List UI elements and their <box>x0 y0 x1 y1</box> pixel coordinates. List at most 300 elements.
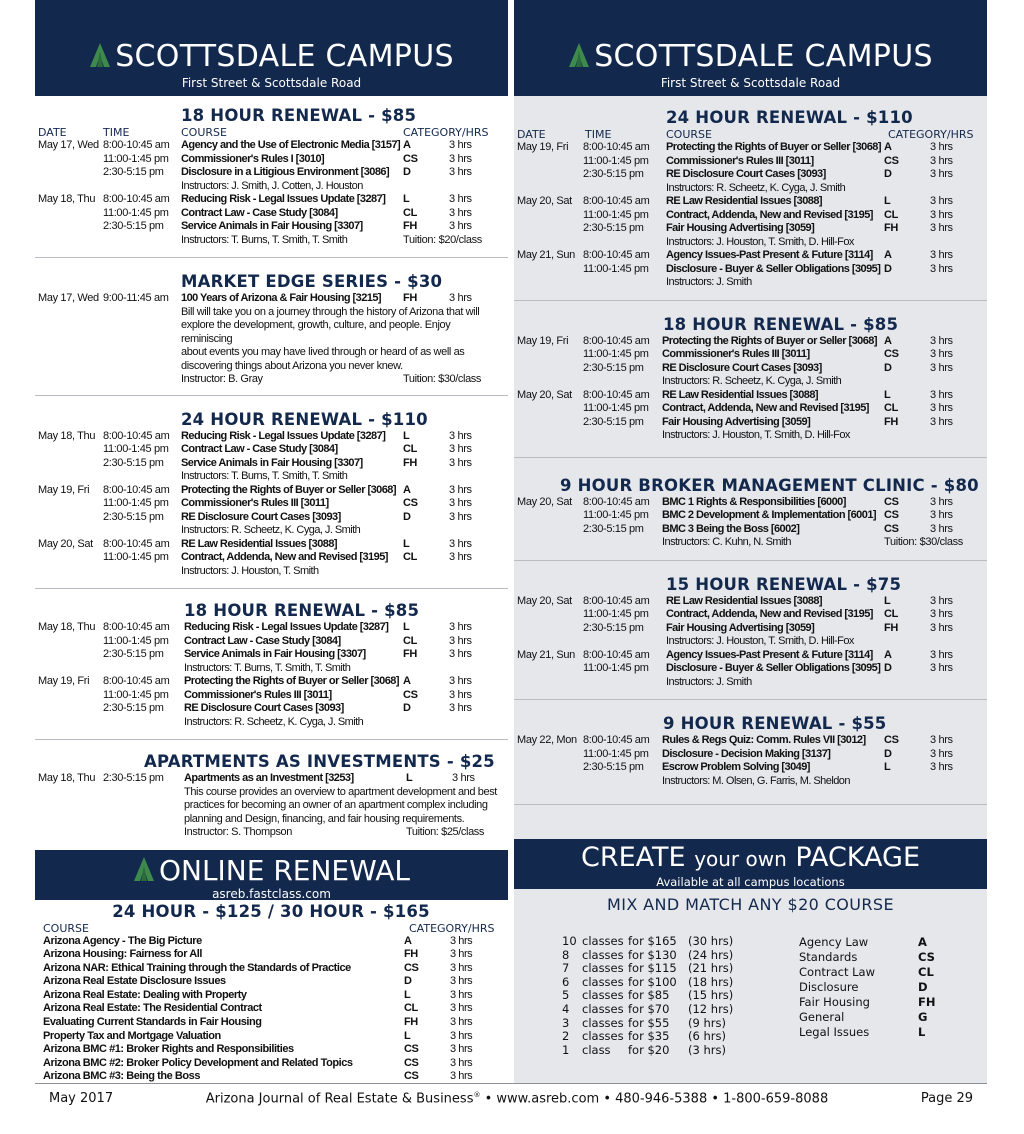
divider <box>514 699 987 700</box>
hours-cell: 3 hrs <box>450 1002 473 1015</box>
date-cell: May 18, Thu <box>38 621 96 633</box>
divider <box>514 804 987 805</box>
package-tables <box>514 935 987 1057</box>
hours-cell: 3 hrs <box>930 594 953 607</box>
date-cell <box>38 443 103 457</box>
hours-cell: 3 hrs <box>450 1043 473 1056</box>
course-cell: Disclosure in a Litigious Environment [3086] <box>181 166 390 178</box>
date-cell <box>517 375 583 389</box>
category-cell: L <box>884 594 891 607</box>
section-title: MARKET EDGE SERIES - $30 <box>181 272 443 291</box>
category-cell: CS <box>404 1043 419 1056</box>
time-cell <box>103 470 181 484</box>
package-details <box>514 895 987 1057</box>
category-cell: L <box>403 537 410 550</box>
category-cell: D <box>403 702 411 714</box>
category-cell: D <box>884 747 892 760</box>
category-cell: FH <box>403 220 417 232</box>
schedule-row <box>517 662 983 676</box>
date-cell <box>517 348 583 362</box>
date-cell <box>517 509 583 523</box>
package-category-row <box>799 1010 958 1025</box>
schedule-row <box>517 402 983 416</box>
category-cell: FH <box>403 292 417 304</box>
create-package-title: CREATE your own PACKAGE <box>580 842 921 873</box>
date-header: DATE <box>517 128 546 141</box>
time-cell: 2:30-5:15 pm <box>103 772 164 784</box>
category-cell: L <box>404 1029 411 1042</box>
schedule-row <box>38 443 504 457</box>
time-cell: 11:00-1:45 pm <box>583 608 649 620</box>
instructors-cell: Instructors: T. Burns, T. Smith, T. Smith <box>184 661 351 674</box>
time-cell: 11:00-1:45 pm <box>583 747 649 760</box>
online-courses <box>38 935 504 1085</box>
course-cell: Evaluating Current Standards in Fair Housing <box>43 1016 262 1029</box>
category-code: L <box>918 1025 926 1039</box>
offer-unit: classes <box>582 1015 624 1030</box>
time-cell: 8:00-10:45 am <box>583 249 650 261</box>
description-line: discovering things about Arizona you never knew. <box>181 359 403 372</box>
date-cell: May 20, Sat <box>517 594 572 607</box>
category-name: Agency Law <box>799 935 869 949</box>
hours-cell <box>449 470 509 484</box>
package-offer-row <box>562 1017 799 1031</box>
hours-cell: 3 hrs <box>449 139 472 151</box>
time-cell: 2:30-5:15 pm <box>583 621 644 634</box>
course-cell: RE Disclosure Court Cases [3093] <box>184 702 344 714</box>
category-header: CATEGORY/HRS <box>409 921 495 935</box>
category-cell: D <box>403 510 411 523</box>
time-cell <box>583 775 662 789</box>
instructors-cell: Instructors: J. Houston, T. Smith <box>181 564 319 577</box>
left-campus-subtitle: First Street & Scottsdale Road <box>181 76 362 90</box>
online-course-row <box>38 948 504 962</box>
course-cell: Disclosure - Decision Making [3137] <box>662 747 831 760</box>
hours-cell: 3 hrs <box>930 195 953 207</box>
schedule-row <box>517 348 983 362</box>
date-cell <box>517 676 583 690</box>
online-renewal-banner <box>35 850 508 900</box>
course-cell: Property Tax and Mortgage Valuation <box>43 1029 221 1042</box>
hours-cell: 3 hrs <box>449 510 472 523</box>
category-cell: L <box>403 621 410 633</box>
course-header: COURSE <box>666 128 712 141</box>
tuition-cell <box>403 565 449 579</box>
category-cell: A <box>404 934 412 947</box>
category-cell: A <box>884 334 892 347</box>
course-cell: Disclosure - Buyer & Seller Obligations [3095] <box>666 262 881 275</box>
hours-cell: 3 hrs <box>450 1029 473 1042</box>
course-description <box>38 306 504 387</box>
package-offer-row <box>562 935 799 949</box>
hours-cell: 3 hrs <box>930 249 953 261</box>
category-cell: D <box>884 168 892 180</box>
apartments-section <box>35 752 508 840</box>
description-line: Bill will take you on a journey through the history of Arizona that will <box>181 305 480 318</box>
time-cell: 8:00-10:45 am <box>583 648 650 661</box>
date-cell: May 19, Fri <box>517 334 569 347</box>
hours-cell: 3 hrs <box>930 608 953 620</box>
offer-count: 4 <box>562 1001 570 1016</box>
schedule-row <box>517 263 983 277</box>
category-name: Disclosure <box>799 980 859 994</box>
date-cell <box>38 689 103 703</box>
offer-price: for $70 <box>628 1001 670 1016</box>
section-title: 24 HOUR RENEWAL - $110 <box>666 108 913 127</box>
schedule-row <box>38 234 504 248</box>
tuition-cell <box>884 676 930 690</box>
tuition-cell <box>403 716 449 730</box>
category-cell: L <box>406 772 413 784</box>
category-name: Contract Law <box>799 965 875 979</box>
schedule-row <box>38 702 504 716</box>
time-cell <box>103 524 181 538</box>
category-cell: FH <box>884 222 898 234</box>
hours-cell <box>930 775 990 789</box>
category-cell: CS <box>884 509 899 521</box>
hours-cell: 3 hrs <box>449 456 472 469</box>
course-cell: Arizona BMC #1: Broker Rights and Responsibilities <box>43 1043 294 1056</box>
time-cell: 2:30-5:15 pm <box>103 702 164 714</box>
hours-cell: 3 hrs <box>930 734 953 746</box>
package-category-row <box>799 950 958 965</box>
time-cell <box>583 676 662 690</box>
hours-cell: 3 hrs <box>449 206 472 219</box>
date-cell: May 21, Sun <box>517 249 575 261</box>
schedule-row <box>517 509 983 523</box>
online-course-row <box>38 1057 504 1071</box>
package-offer-row <box>562 962 799 976</box>
description-line: This course provides an overview to apartment development and best <box>184 785 497 798</box>
schedule-row <box>517 523 983 537</box>
category-cell: CS <box>884 522 899 535</box>
offer-unit: classes <box>582 934 624 948</box>
date-cell: May 18, Thu <box>38 772 96 784</box>
instructors-cell: Instructors: R. Scheetz, K. Cyga, J. Smith <box>184 715 364 728</box>
instructors-cell: Instructors: R. Scheetz, K. Cyga, J. Smith <box>181 524 361 536</box>
hours-cell: 3 hrs <box>930 348 953 360</box>
category-cell: CS <box>404 1070 419 1083</box>
schedule-row <box>38 635 504 649</box>
column-headers <box>38 922 504 935</box>
date-cell: May 20, Sat <box>38 537 93 550</box>
online-course-row <box>38 1043 504 1057</box>
schedule-row <box>38 153 504 167</box>
hours-cell <box>930 182 990 196</box>
category-cell: FH <box>404 948 418 961</box>
online-course-row <box>38 1070 504 1084</box>
course-cell: Service Animals in Fair Housing [3307] <box>181 456 363 469</box>
date-cell <box>517 429 583 443</box>
category-name: General <box>799 1010 845 1024</box>
schedule-row <box>517 155 983 169</box>
category-cell: CL <box>884 608 898 620</box>
tuition: Tuition: $30/class <box>403 373 481 385</box>
category-cell: CL <box>884 402 898 414</box>
schedule-row <box>38 565 504 579</box>
offer-price: for $85 <box>628 988 670 1003</box>
time-cell: 8:00-10:45 am <box>103 139 170 151</box>
schedule-row <box>38 716 504 730</box>
course-cell: Contract, Addenda, New and Revised [3195] <box>662 402 869 414</box>
asreb-logo-icon <box>568 42 590 68</box>
hours-cell: 3 hrs <box>930 415 953 428</box>
course-cell: Arizona Real Estate: The Residential Contract <box>43 1002 262 1015</box>
package-categories <box>799 935 958 1057</box>
category-code: CL <box>918 965 934 979</box>
hours-cell: 3 hrs <box>930 168 953 180</box>
time-cell <box>103 662 181 676</box>
date-cell <box>517 416 583 430</box>
course-cell: RE Law Residential Issues [3088] <box>181 537 338 550</box>
schedule-rows <box>38 621 504 729</box>
date-cell <box>517 523 583 537</box>
hours-cell: 3 hrs <box>930 388 953 401</box>
time-cell: 2:30-5:15 pm <box>103 510 164 523</box>
hours-cell: 3 hrs <box>449 551 472 563</box>
category-cell: L <box>403 193 410 205</box>
category-code: D <box>918 980 928 994</box>
schedule-row <box>517 496 983 510</box>
time-cell: 8:00-10:45 am <box>103 193 170 205</box>
schedule-row <box>517 236 983 250</box>
date-cell <box>517 761 583 775</box>
time-cell: 8:00-10:45 am <box>583 388 650 401</box>
date-cell <box>517 276 583 290</box>
time-cell: 8:00-10:45 am <box>583 141 650 153</box>
schedule-row <box>38 166 504 180</box>
date-cell: May 17, Wed <box>38 292 99 304</box>
instructor: Instructor: S. Thompson <box>184 826 292 838</box>
schedule-row <box>38 193 504 207</box>
right-column <box>514 0 987 1083</box>
hours-cell <box>449 524 509 538</box>
course-cell: Arizona NAR: Ethical Training through the Standards of Practice <box>43 961 351 974</box>
hours-cell: 3 hrs <box>930 495 953 508</box>
schedule-rows <box>517 496 983 550</box>
course-cell: Commissioner's Rules III [3011] <box>662 348 810 360</box>
date-cell <box>38 234 103 248</box>
category-cell: D <box>884 662 892 674</box>
hours-cell <box>930 676 990 690</box>
date-cell: May 19, Fri <box>517 141 569 153</box>
tuition-cell <box>884 182 930 196</box>
time-cell: 11:00-1:45 pm <box>103 551 169 563</box>
category-cell: CS <box>403 497 418 509</box>
online-renewal-url[interactable]: asreb.fastclass.com <box>212 886 331 901</box>
mix-match-title: MIX AND MATCH ANY $20 COURSE <box>607 895 894 914</box>
hours-cell: 3 hrs <box>449 483 472 496</box>
course-cell: Disclosure - Buyer & Seller Obligations [3095] <box>666 662 881 674</box>
category-cell: A <box>403 139 411 151</box>
hours-cell: 3 hrs <box>450 988 473 1001</box>
course-cell: Protecting the Rights of Buyer or Seller [3068] <box>666 141 881 153</box>
online-renewal-title: ONLINE RENEWAL <box>35 856 508 886</box>
tuition-cell <box>403 524 449 538</box>
schedule-row <box>517 209 983 223</box>
schedule-row <box>517 635 983 649</box>
course-cell: Contract, Addenda, New and Revised [3195] <box>666 208 873 221</box>
time-cell: 2:30-5:15 pm <box>103 166 164 178</box>
hours-cell: 3 hrs <box>450 1070 473 1083</box>
date-cell <box>517 263 583 277</box>
divider <box>35 257 508 258</box>
section-title: 18 HOUR RENEWAL - $85 <box>181 106 417 125</box>
divider <box>514 457 987 458</box>
schedule-row <box>38 220 504 234</box>
left-18hr-renewal-section <box>35 96 508 247</box>
category-cell: FH <box>884 621 898 634</box>
course-cell: Commissioner's Rules III [3011] <box>181 497 329 509</box>
offer-unit: classes <box>582 1029 624 1044</box>
time-cell: 2:30-5:15 pm <box>583 222 644 234</box>
course-cell: RE Law Residential Issues [3088] <box>666 195 823 207</box>
schedule-rows <box>38 139 504 247</box>
date-cell: May 19, Fri <box>38 675 90 687</box>
date-cell <box>517 536 583 550</box>
left-campus-banner <box>35 0 508 96</box>
section-title: APARTMENTS AS INVESTMENTS - $25 <box>144 752 495 771</box>
course-cell: Arizona BMC #2: Broker Policy Development and Related Topics <box>43 1056 353 1069</box>
offer-hours: (18 hrs) <box>688 974 734 989</box>
category-cell: A <box>884 141 892 153</box>
date-cell: May 18, Thu <box>38 193 96 205</box>
course-cell: RE Disclosure Court Cases [3093] <box>181 510 341 523</box>
page-footer <box>35 1083 987 1113</box>
schedule-row <box>38 621 504 635</box>
time-cell: 11:00-1:45 pm <box>583 348 649 360</box>
hours-cell: 3 hrs <box>449 621 472 633</box>
category-cell: FH <box>884 415 898 428</box>
category-cell: L <box>884 761 891 773</box>
package-offer-row <box>562 1030 799 1044</box>
instructors-cell: Instructors: T. Burns, T. Smith, T. Smith <box>181 233 348 246</box>
schedule-row <box>38 207 504 221</box>
instructors-cell: Instructors: M. Olsen, G. Farris, M. Sheldon <box>662 774 850 787</box>
time-cell: 8:00-10:45 am <box>583 734 650 746</box>
offer-count: 2 <box>562 1029 570 1044</box>
schedule-row <box>38 180 504 194</box>
offer-count: 1 <box>562 1042 570 1057</box>
course-cell: Arizona Agency - The Big Picture <box>43 934 202 947</box>
time-cell: 2:30-5:15 pm <box>583 522 644 535</box>
category-cell: CL <box>403 206 417 219</box>
category-cell: FH <box>404 1016 418 1029</box>
package-offer-row <box>562 1003 799 1017</box>
hours-cell: 3 hrs <box>930 402 953 414</box>
category-cell: CS <box>403 152 418 165</box>
category-cell: CL <box>403 443 417 455</box>
instructor: Instructor: B. Gray <box>181 373 263 385</box>
schedule-row <box>38 675 504 689</box>
divider <box>514 300 987 301</box>
course-cell: RE Law Residential Issues [3088] <box>662 388 819 401</box>
package-offer-row <box>562 949 799 963</box>
date-cell <box>517 635 583 649</box>
time-cell: 11:00-1:45 pm <box>583 262 649 275</box>
schedule-row <box>517 276 983 290</box>
category-cell: FH <box>403 648 417 660</box>
offer-count: 8 <box>562 947 570 962</box>
tuition-cell <box>884 635 930 649</box>
schedule-row <box>517 734 983 748</box>
package-category-row <box>799 965 958 980</box>
hours-cell <box>930 635 990 649</box>
time-cell: 2:30-5:15 pm <box>583 361 644 374</box>
offer-count: 7 <box>562 961 570 976</box>
date-cell <box>38 470 103 484</box>
hours-cell: 3 hrs <box>449 429 472 442</box>
tuition-cell <box>403 180 449 194</box>
schedule-row <box>517 622 983 636</box>
schedule-rows <box>38 430 504 579</box>
offer-hours: (3 hrs) <box>688 1042 726 1057</box>
schedule-row <box>517 608 983 622</box>
category-cell: CS <box>884 348 899 360</box>
date-cell <box>38 180 103 194</box>
hours-cell: 3 hrs <box>450 961 473 974</box>
time-cell <box>583 536 662 550</box>
date-cell <box>38 524 103 538</box>
category-header: CATEGORY/HRS <box>403 126 489 139</box>
course-header: COURSE <box>181 126 227 139</box>
hours-cell <box>1004 536 1024 550</box>
course-cell: Fair Housing Advertising [3059] <box>662 415 811 428</box>
schedule-row <box>517 335 983 349</box>
schedule-row <box>38 511 504 525</box>
date-cell <box>38 497 103 511</box>
schedule-row <box>38 457 504 471</box>
date-cell: May 20, Sat <box>517 495 572 508</box>
course-cell: Apartments as an Investment [3253] <box>184 772 354 784</box>
instructors-cell: Instructors: J. Houston, T. Smith, D. Hill-Fox <box>662 429 850 441</box>
hours-cell: 3 hrs <box>449 443 472 455</box>
offer-hours: (21 hrs) <box>688 961 734 976</box>
schedule-row <box>517 536 983 550</box>
category-code: A <box>918 935 927 949</box>
time-cell: 11:00-1:45 pm <box>103 634 169 647</box>
tuition-cell <box>403 662 449 676</box>
offer-price: for $55 <box>628 1015 670 1030</box>
schedule-row <box>38 689 504 703</box>
course-cell: Protecting the Rights of Buyer or Seller [3068] <box>181 483 396 496</box>
time-cell: 11:00-1:45 pm <box>583 154 649 167</box>
hours-cell <box>930 236 990 250</box>
schedule-row <box>517 595 983 609</box>
schedule-row <box>38 292 504 306</box>
course-cell: Fair Housing Advertising [3059] <box>666 621 815 634</box>
hours-cell <box>930 375 990 389</box>
left-column <box>35 0 508 1084</box>
category-cell: CS <box>403 688 418 701</box>
schedule-rows <box>517 335 983 443</box>
course-cell: Arizona Housing: Fairness for All <box>43 948 202 961</box>
date-cell <box>517 182 583 196</box>
course-cell: Service Animals in Fair Housing [3307] <box>181 220 363 232</box>
category-code: FH <box>918 995 936 1009</box>
right-24hr-renewal-section <box>514 96 987 290</box>
schedule-row <box>38 648 504 662</box>
hours-cell <box>449 565 509 579</box>
description-line: explore the development, growth, culture, and people. Enjoy reminiscing <box>181 319 451 345</box>
online-price-title: 24 HOUR - $125 / 30 HOUR - $165 <box>112 901 430 921</box>
right-campus-title: SCOTTSDALE CAMPUS <box>514 40 987 74</box>
hours-cell: 3 hrs <box>450 948 473 961</box>
date-cell <box>517 622 583 636</box>
offer-unit: classes <box>582 947 624 962</box>
schedule-row <box>38 139 504 153</box>
hours-cell: 3 hrs <box>930 222 953 234</box>
